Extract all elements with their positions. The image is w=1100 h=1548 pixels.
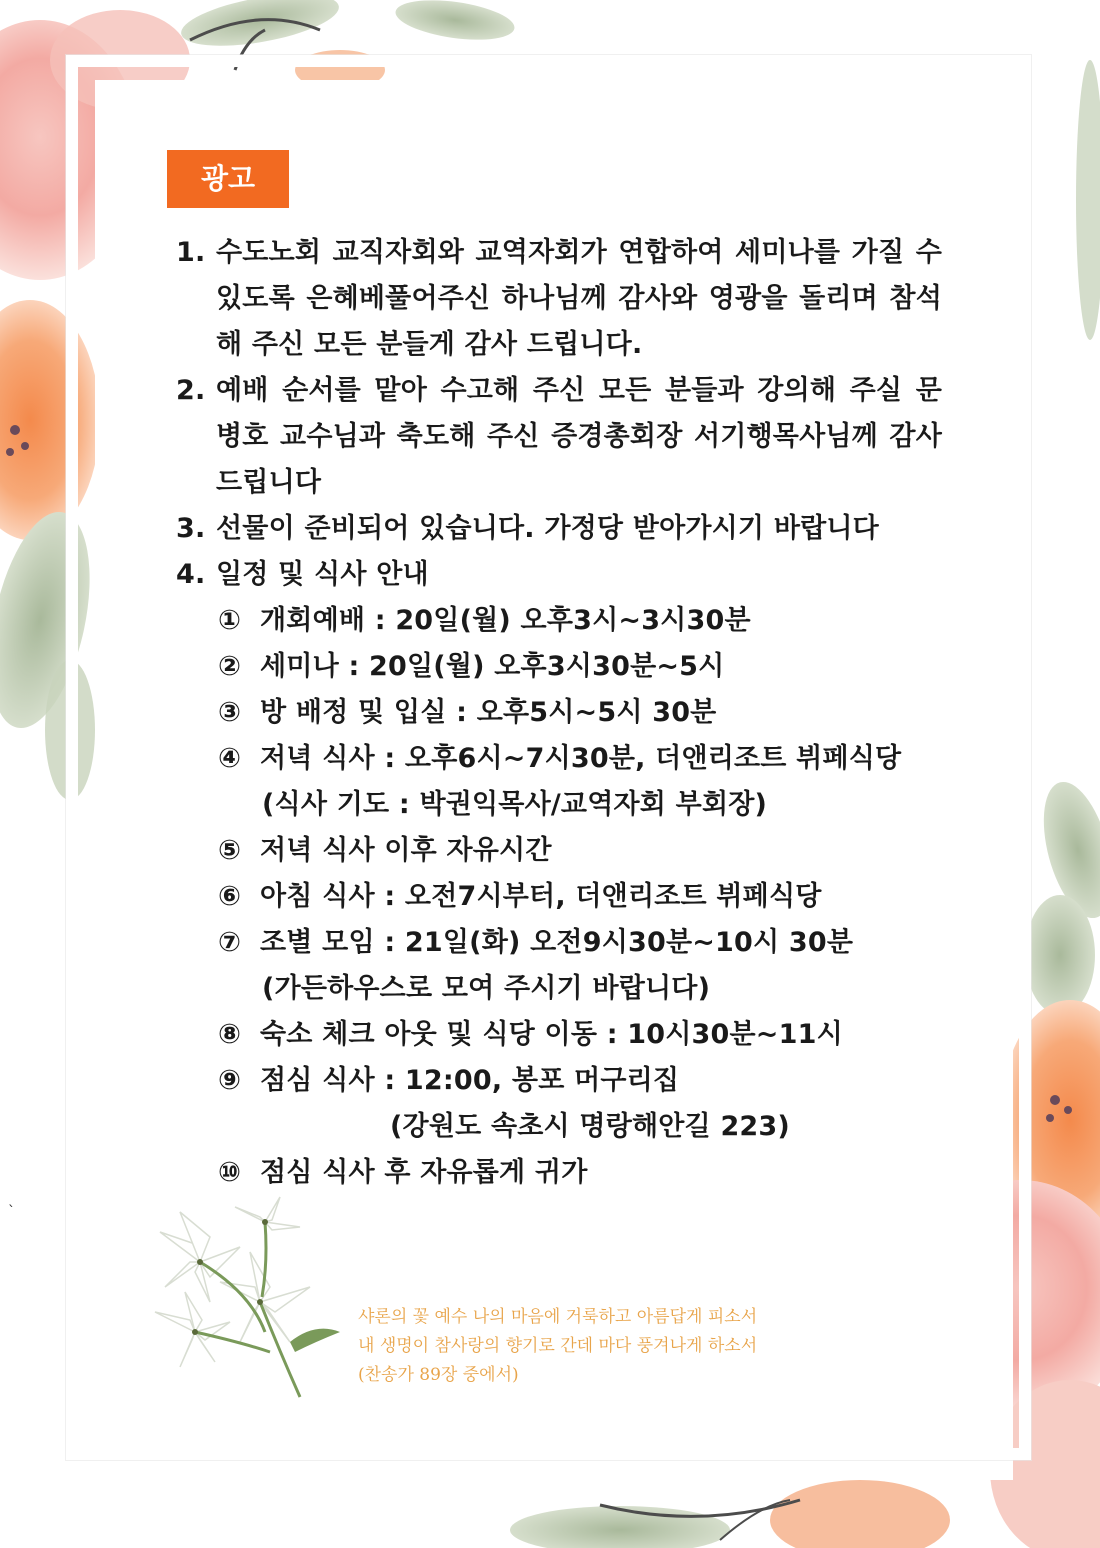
schedule-text: 저녁 식사 : 오후6시~7시30분, 더앤리조트 뷔페식당 <box>260 743 902 774</box>
hymn-source: (찬송가 89장 중에서) <box>358 1365 519 1385</box>
item-text: 드립니다 <box>216 467 322 498</box>
stray-mark: ` <box>8 1204 15 1220</box>
schedule-marker: ① <box>218 605 242 636</box>
section-badge: 광고 <box>167 150 289 208</box>
schedule-marker: ⑧ <box>218 1019 242 1050</box>
item-number: 1. <box>176 237 206 268</box>
hymn-line: 샤론의 꽃 예수 나의 마음에 거룩하고 아름답게 피소서 <box>358 1307 758 1327</box>
schedule-marker: ⑦ <box>218 927 242 958</box>
schedule-text: 개회예배 : 20일(월) 오후3시~3시30분 <box>260 605 751 636</box>
schedule-marker: ⑨ <box>218 1065 242 1096</box>
item-text: 병호 교수님과 축도해 주신 증경총회장 서기행목사님께 감사 <box>216 421 942 452</box>
hymn-line: 내 생명이 참사랑의 향기로 간데 마다 풍겨나게 하소서 <box>358 1336 758 1356</box>
lily-icon <box>140 1192 360 1402</box>
schedule-text: 아침 식사 : 오전7시부터, 더앤리조트 뷔페식당 <box>260 881 822 912</box>
schedule-text: 점심 식사 : 12:00, 봉포 머구리집 <box>260 1065 680 1096</box>
hymn-quote <box>358 1303 757 1390</box>
item-text: 일정 및 식사 안내 <box>216 559 429 590</box>
item-text: 해 주신 모든 분들게 감사 드립니다. <box>216 329 643 360</box>
item-text: 수도노회 교직자회와 교역자회가 연합하여 세미나를 가질 수 <box>216 237 942 268</box>
schedule-marker: ④ <box>218 743 242 774</box>
item-number: 2. <box>176 375 206 406</box>
schedule-text: 조별 모임 : 21일(화) 오전9시30분~10시 30분 <box>260 927 854 958</box>
schedule-text: 저녁 식사 이후 자유시간 <box>260 835 552 866</box>
schedule-text: (가든하우스로 모여 주시기 바랍니다) <box>262 973 711 1004</box>
item-number: 3. <box>176 513 206 544</box>
schedule-marker: ② <box>218 651 242 682</box>
schedule-marker: ⑩ <box>218 1157 242 1188</box>
schedule-text: (식사 기도 : 박권익목사/교역자회 부회장) <box>262 789 768 820</box>
schedule-marker: ③ <box>218 697 242 728</box>
schedule-marker: ⑥ <box>218 881 242 912</box>
schedule-text: 세미나 : 20일(월) 오후3시30분~5시 <box>260 651 725 682</box>
item-text: 예배 순서를 맡아 수고해 주신 모든 분들과 강의해 주실 문 <box>216 375 942 406</box>
schedule-marker: ⑤ <box>218 835 242 866</box>
item-text: 있도록 은혜베풀어주신 하나님께 감사와 영광을 돌리며 참석 <box>216 283 942 314</box>
schedule-text: 방 배정 및 입실 : 오후5시~5시 30분 <box>260 697 717 728</box>
item-number: 4. <box>176 559 206 590</box>
item-text: 선물이 준비되어 있습니다. 가정당 받아가시기 바랍니다 <box>216 513 879 544</box>
schedule-text: (강원도 속초시 명랑해안길 223) <box>390 1111 790 1142</box>
schedule-text: 점심 식사 후 자유롭게 귀가 <box>260 1157 588 1188</box>
schedule-text: 숙소 체크 아웃 및 식당 이동 : 10시30분~11시 <box>260 1019 843 1050</box>
